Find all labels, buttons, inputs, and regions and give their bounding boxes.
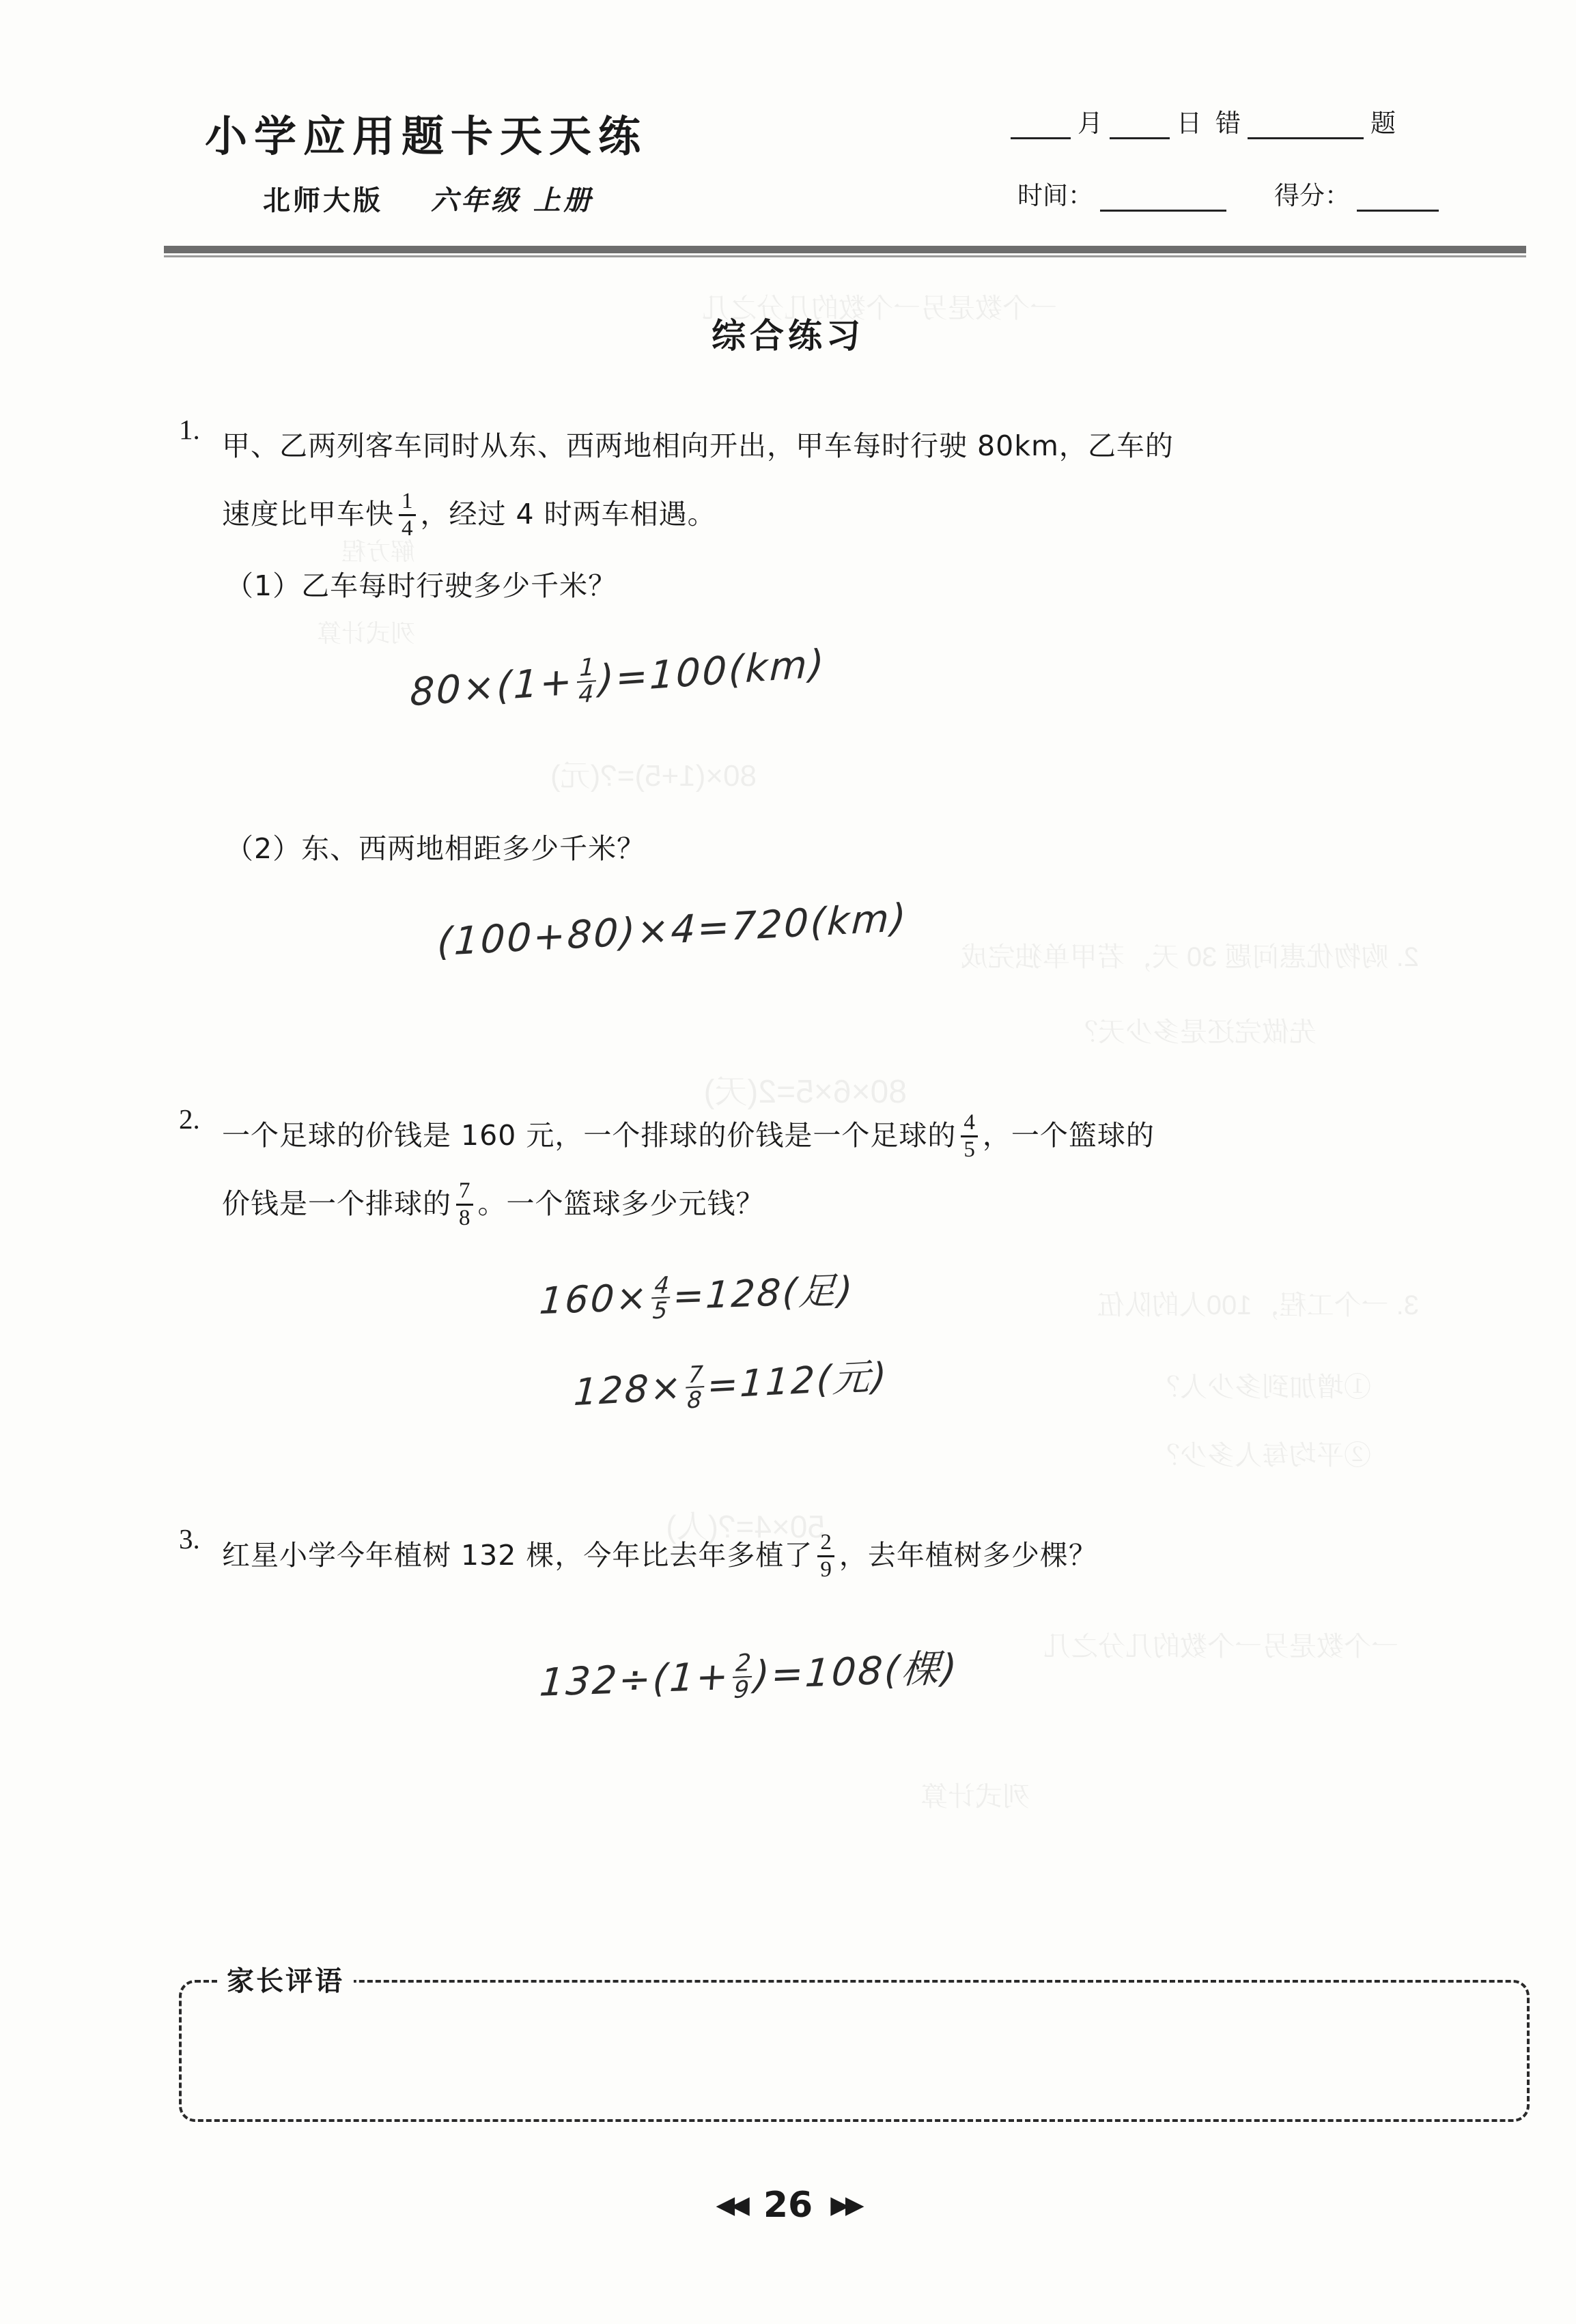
- header-divider-thin: [164, 255, 1526, 257]
- fraction-seven-eighths: $\frac{7}{8}$: [456, 1180, 473, 1230]
- header-divider: [164, 246, 1526, 253]
- time-label: 时间：: [1017, 181, 1093, 210]
- handwritten-answer-2-1: 160× $\frac{4}{5}$ =128(足): [537, 1268, 856, 1325]
- question-2-number: 2.: [179, 1103, 200, 1135]
- fraction-one-quarter: $\frac{1}{4}$: [399, 490, 416, 540]
- parent-comment-box[interactable]: [179, 1980, 1530, 2122]
- time-blank[interactable]: [1100, 182, 1226, 212]
- question-2-line-2: 价钱是一个排球的 $\frac{7}{8}$ 。一个篮球多少元钱？: [222, 1178, 765, 1230]
- day-blank[interactable]: [1110, 110, 1170, 139]
- question-1-line-2: 速度比甲车快 $\frac{1}{4}$ ，经过 4 时两车相遇。: [222, 488, 716, 541]
- question-3-number: 3.: [179, 1523, 200, 1555]
- handwritten-fraction: $\frac{7}{8}$: [685, 1363, 706, 1413]
- question-1-sub-2-label: （2）东、西两地相距多少千米？: [225, 832, 646, 865]
- right-arrows-icon: ▶▶: [830, 2191, 860, 2220]
- page-footer: [0, 2185, 1576, 2226]
- score-blank[interactable]: [1357, 182, 1439, 212]
- score-label: 得分：: [1274, 181, 1350, 210]
- handwritten-fraction: $\frac{1}{4}$: [576, 655, 597, 707]
- edition-grade-line: [263, 179, 593, 218]
- wrong-count-blank[interactable]: [1248, 110, 1364, 139]
- wrong-label: 错: [1215, 109, 1241, 138]
- section-title: 综合练习: [712, 316, 864, 356]
- question-label: 题: [1370, 109, 1396, 138]
- day-label: 日: [1177, 109, 1202, 138]
- question-3-line-1: 红星小学今年植树 132 棵，今年比去年多植了 $\frac{2}{9}$ ，去年植树多少棵？: [222, 1529, 1097, 1582]
- left-arrows-icon: ◀◀: [716, 2191, 746, 2220]
- fraction-two-ninths: $\frac{2}{9}$: [817, 1531, 834, 1581]
- question-2-line-1: 一个足球的价钱是 160 元，一个排球的价钱是一个足球的 $\frac{4}{5}$ ，一个篮球的: [222, 1109, 1155, 1162]
- handwritten-answer-3: 132÷(1+ $\frac{2}{9}$ )=108(棵): [537, 1646, 961, 1705]
- handwritten-fraction: $\frac{2}{9}$: [731, 1652, 754, 1703]
- question-1-sub-1-label: （1）乙车每时行驶多少千米？: [225, 569, 617, 602]
- header-fields: [1011, 102, 1550, 212]
- month-blank[interactable]: [1011, 110, 1071, 139]
- date-wrong-row: [1011, 102, 1550, 139]
- bleed-through-ghost-text: 一个数是另一个数的几分之几 解方程 列式计算 80×(1+5)=?(元) 2. 购物优惠问题 30 天，若甲单独完成 先做完还是多少天？ 80×6×5=2(天) 3. 一个工程，100人的队伍 ①增加到多少人？ ②平均每人多少？ 50×4=?(人) 一个数是另一个数的几分之几 列式计算: [316, 294, 1419, 1812]
- month-label: 月: [1078, 109, 1103, 138]
- fraction-four-fifths: $\frac{4}{5}$: [961, 1111, 978, 1161]
- page-title: 小学应用题卡天天练: [205, 111, 648, 161]
- handwritten-fraction: $\frac{4}{5}$: [650, 1273, 672, 1322]
- time-score-row: [1011, 175, 1550, 212]
- page-number: 26: [763, 2185, 813, 2226]
- parent-comment-label: 家长评语: [217, 1959, 354, 1998]
- question-1-number: 1.: [179, 414, 200, 445]
- handwritten-answer-1-1: 80×(1+ $\frac{1}{4}$ )=100(km): [409, 641, 827, 715]
- grade-label: 六年级 上册: [431, 185, 593, 216]
- edition-label: 北师大版: [263, 185, 383, 216]
- question-1-line-1: 甲、乙两列客车同时从东、西两地相向开出，甲车每时行驶 80km，乙车的: [222, 429, 1174, 462]
- handwritten-answer-1-2: (100+80)×4=720(km): [436, 895, 910, 965]
- handwritten-answer-2-2: 128× $\frac{7}{8}$ =112(元): [572, 1354, 890, 1415]
